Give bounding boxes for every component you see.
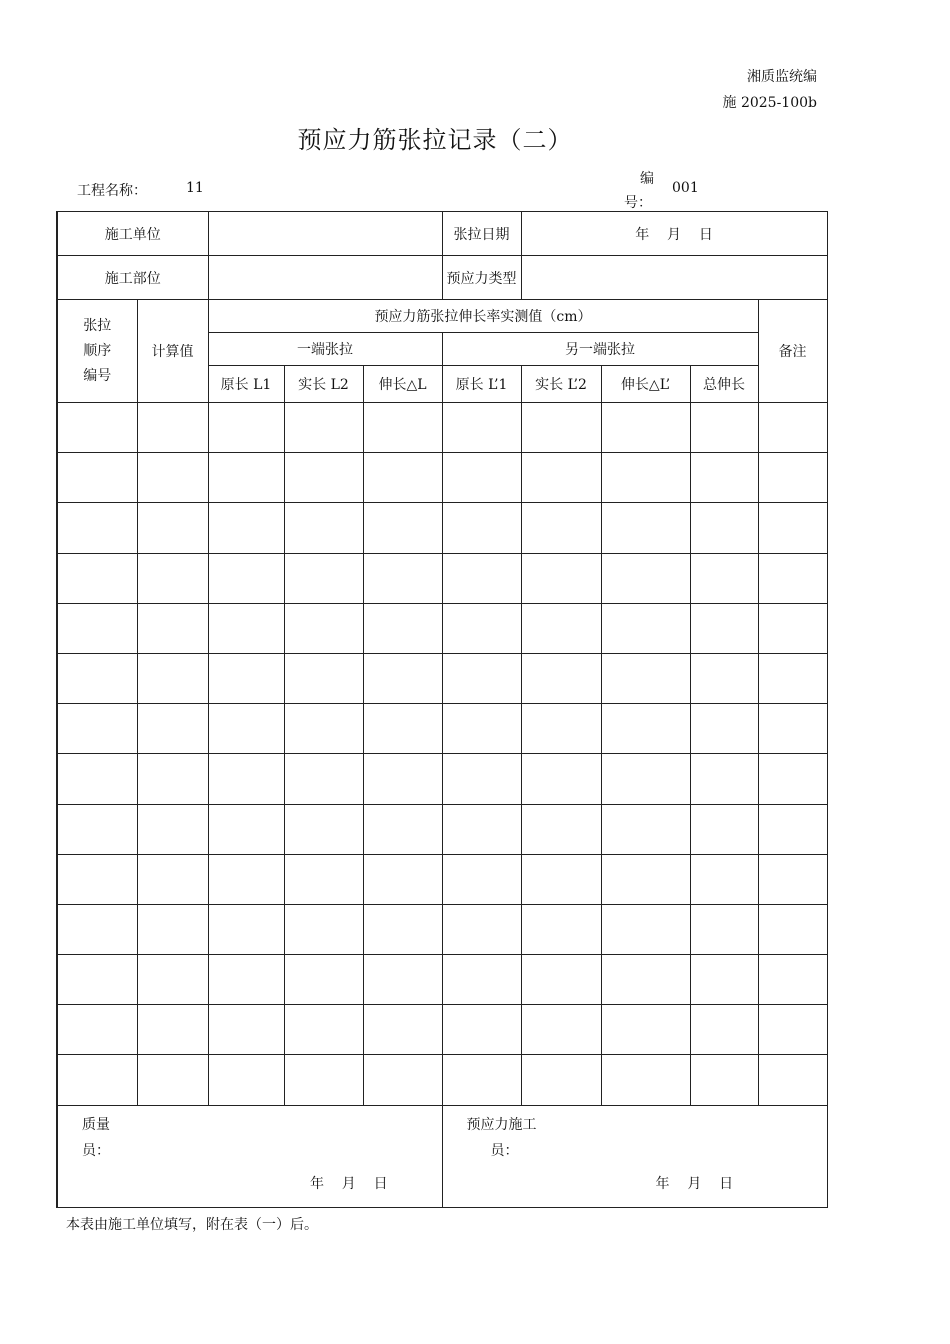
table-cell[interactable] bbox=[442, 453, 521, 503]
table-cell[interactable] bbox=[57, 955, 137, 1005]
prestress-worker-label-line2: 员： bbox=[490, 1142, 519, 1159]
construction-part-value[interactable] bbox=[208, 256, 442, 300]
table-row bbox=[57, 503, 827, 553]
table-cell[interactable] bbox=[57, 653, 137, 703]
table-cell[interactable] bbox=[363, 603, 442, 653]
table-cell[interactable] bbox=[57, 804, 137, 854]
calculated-value-header: 计算值 bbox=[137, 300, 208, 403]
table-row bbox=[57, 854, 827, 904]
table-cell[interactable] bbox=[363, 403, 442, 453]
number-value: 001 bbox=[672, 180, 699, 196]
other-end-tension-header: 另一端张拉 bbox=[442, 333, 758, 366]
table-cell[interactable] bbox=[363, 854, 442, 904]
table-cell[interactable] bbox=[521, 653, 601, 703]
table-cell[interactable] bbox=[363, 955, 442, 1005]
table-cell[interactable] bbox=[57, 503, 137, 553]
sequence-header-line3: 编号 bbox=[83, 367, 112, 384]
table-cell[interactable] bbox=[363, 754, 442, 804]
table-cell[interactable] bbox=[363, 704, 442, 754]
construction-unit-label: 施工单位 bbox=[57, 212, 208, 256]
table-cell[interactable] bbox=[208, 403, 284, 453]
table-row bbox=[57, 1055, 827, 1105]
table-cell[interactable] bbox=[690, 453, 758, 503]
table-cell[interactable] bbox=[601, 704, 690, 754]
table-cell[interactable] bbox=[690, 754, 758, 804]
table-cell[interactable] bbox=[601, 503, 690, 553]
table-cell[interactable] bbox=[442, 603, 521, 653]
construction-part-label: 施工部位 bbox=[57, 256, 208, 300]
table-cell[interactable] bbox=[208, 854, 284, 904]
table-cell[interactable] bbox=[363, 1055, 442, 1105]
table-cell[interactable] bbox=[601, 1005, 690, 1055]
sub-header-original-length-l1-prime: 原长 L’1 bbox=[442, 366, 521, 403]
table-cell[interactable] bbox=[284, 854, 363, 904]
table-cell[interactable] bbox=[284, 603, 363, 653]
table-cell[interactable] bbox=[442, 1055, 521, 1105]
number-label-bottom: 号： bbox=[624, 195, 652, 211]
table-row bbox=[57, 653, 827, 703]
table-row bbox=[57, 603, 827, 653]
table-cell[interactable] bbox=[690, 553, 758, 603]
table-cell[interactable] bbox=[521, 1005, 601, 1055]
table-cell[interactable] bbox=[284, 453, 363, 503]
table-cell[interactable] bbox=[690, 503, 758, 553]
table-cell[interactable] bbox=[758, 804, 827, 854]
table-cell[interactable] bbox=[363, 653, 442, 703]
sub-header-actual-length-l2-prime: 实长 L’2 bbox=[521, 366, 601, 403]
table-cell[interactable] bbox=[442, 904, 521, 954]
table-cell[interactable] bbox=[208, 553, 284, 603]
table-cell[interactable] bbox=[521, 453, 601, 503]
table-cell[interactable] bbox=[690, 804, 758, 854]
table-cell[interactable] bbox=[601, 754, 690, 804]
table-cell[interactable] bbox=[521, 1055, 601, 1105]
table-cell[interactable] bbox=[690, 904, 758, 954]
project-name-label: 工程名称： bbox=[77, 183, 147, 199]
table-cell[interactable] bbox=[601, 453, 690, 503]
table-cell[interactable] bbox=[521, 955, 601, 1005]
table-cell[interactable] bbox=[208, 754, 284, 804]
table-cell[interactable] bbox=[601, 854, 690, 904]
sub-header-elongation-dl: 伸长△L bbox=[363, 366, 442, 403]
table-cell[interactable] bbox=[758, 904, 827, 954]
table-cell[interactable] bbox=[758, 955, 827, 1005]
table-cell[interactable] bbox=[758, 653, 827, 703]
table-cell[interactable] bbox=[137, 653, 208, 703]
table-cell[interactable] bbox=[690, 653, 758, 703]
table-cell[interactable] bbox=[137, 955, 208, 1005]
table-cell[interactable] bbox=[442, 704, 521, 754]
table-cell[interactable] bbox=[208, 453, 284, 503]
form-code-line1: 湘质监统编 bbox=[747, 69, 817, 85]
quality-inspector-label-line1: 质量 bbox=[82, 1116, 110, 1133]
table-row bbox=[57, 904, 827, 954]
table-cell[interactable] bbox=[521, 804, 601, 854]
table-cell[interactable] bbox=[208, 653, 284, 703]
table-cell[interactable] bbox=[284, 553, 363, 603]
table-cell[interactable] bbox=[690, 955, 758, 1005]
table-cell[interactable] bbox=[137, 503, 208, 553]
table-cell[interactable] bbox=[57, 904, 137, 954]
table-cell[interactable] bbox=[758, 1055, 827, 1105]
table-cell[interactable] bbox=[284, 754, 363, 804]
table-cell[interactable] bbox=[601, 955, 690, 1005]
table-cell[interactable] bbox=[442, 403, 521, 453]
table-cell[interactable] bbox=[758, 453, 827, 503]
table-cell[interactable] bbox=[57, 603, 137, 653]
table-cell[interactable] bbox=[690, 1005, 758, 1055]
table-cell[interactable] bbox=[690, 403, 758, 453]
table-cell[interactable] bbox=[208, 955, 284, 1005]
table-cell[interactable] bbox=[521, 603, 601, 653]
table-cell[interactable] bbox=[208, 804, 284, 854]
construction-unit-value[interactable] bbox=[208, 212, 442, 256]
prestress-worker-label-line1: 预应力施工 bbox=[466, 1116, 537, 1133]
remarks-header: 备注 bbox=[758, 300, 827, 403]
sub-header-actual-length-l2: 实长 L2 bbox=[284, 366, 363, 403]
table-cell[interactable] bbox=[284, 503, 363, 553]
elongation-group-header: 预应力筋张拉伸长率实测值（cm） bbox=[208, 300, 758, 333]
table-cell[interactable] bbox=[442, 854, 521, 904]
table-cell[interactable] bbox=[521, 403, 601, 453]
table-row bbox=[57, 804, 827, 854]
table-cell[interactable] bbox=[284, 653, 363, 703]
table-cell[interactable] bbox=[442, 653, 521, 703]
table-cell[interactable] bbox=[758, 403, 827, 453]
table-cell[interactable] bbox=[137, 1055, 208, 1105]
table-cell[interactable] bbox=[137, 904, 208, 954]
table-row bbox=[57, 453, 827, 503]
table-cell[interactable] bbox=[284, 904, 363, 954]
table-row bbox=[57, 704, 827, 754]
table-cell[interactable] bbox=[758, 1005, 827, 1055]
quality-inspector-label-line2: 员： bbox=[82, 1142, 110, 1159]
table-cell[interactable] bbox=[601, 904, 690, 954]
tension-date-value[interactable]: 年 月 日 bbox=[521, 212, 827, 256]
table-cell[interactable] bbox=[601, 804, 690, 854]
table-row bbox=[57, 553, 827, 603]
table-cell[interactable] bbox=[442, 804, 521, 854]
table-row bbox=[57, 1005, 827, 1055]
sub-header-elongation-dl-prime: 伸长△L’ bbox=[601, 366, 690, 403]
table-cell[interactable] bbox=[57, 403, 137, 453]
project-name-value: 11 bbox=[186, 180, 204, 196]
table-cell[interactable] bbox=[208, 1005, 284, 1055]
prestress-worker-signature-cell[interactable] bbox=[442, 1105, 827, 1207]
table-cell[interactable] bbox=[137, 603, 208, 653]
table-cell[interactable] bbox=[521, 503, 601, 553]
table-cell[interactable] bbox=[521, 553, 601, 603]
table-cell[interactable] bbox=[137, 453, 208, 503]
table-cell[interactable] bbox=[690, 854, 758, 904]
table-cell[interactable] bbox=[137, 754, 208, 804]
table-row bbox=[57, 955, 827, 1005]
form-code-line2: 施 2025-100b bbox=[722, 95, 817, 111]
table-cell[interactable] bbox=[521, 754, 601, 804]
table-cell[interactable] bbox=[284, 1005, 363, 1055]
prestress-worker-date: 年 月 日 bbox=[655, 1175, 734, 1192]
table-cell[interactable] bbox=[57, 453, 137, 503]
number-label-top: 编 bbox=[640, 171, 654, 187]
page-title: 预应力筋张拉记录（二） bbox=[297, 126, 573, 154]
table-cell[interactable] bbox=[442, 754, 521, 804]
table-cell[interactable] bbox=[601, 653, 690, 703]
table-cell[interactable] bbox=[363, 1005, 442, 1055]
table-cell[interactable] bbox=[284, 804, 363, 854]
sub-header-total-elongation: 总伸长 bbox=[690, 366, 758, 403]
table-cell[interactable] bbox=[601, 403, 690, 453]
table-cell[interactable] bbox=[208, 904, 284, 954]
table-cell[interactable] bbox=[137, 1005, 208, 1055]
table-cell[interactable] bbox=[690, 603, 758, 653]
table-cell[interactable] bbox=[208, 603, 284, 653]
table-cell[interactable] bbox=[57, 754, 137, 804]
table-cell[interactable] bbox=[601, 553, 690, 603]
table-cell[interactable] bbox=[284, 1055, 363, 1105]
table-cell[interactable] bbox=[758, 754, 827, 804]
table-cell[interactable] bbox=[601, 1055, 690, 1105]
table-cell[interactable] bbox=[208, 704, 284, 754]
table-cell[interactable] bbox=[758, 503, 827, 553]
table-cell[interactable] bbox=[758, 704, 827, 754]
footnote: 本表由施工单位填写，附在表（一）后。 bbox=[66, 1217, 318, 1233]
table-cell[interactable] bbox=[363, 553, 442, 603]
table-cell[interactable] bbox=[57, 553, 137, 603]
quality-inspector-signature-cell[interactable] bbox=[57, 1105, 442, 1207]
table-cell[interactable] bbox=[57, 1005, 137, 1055]
quality-inspector-date: 年 月 日 bbox=[310, 1175, 388, 1192]
table-cell[interactable] bbox=[521, 854, 601, 904]
table-cell[interactable] bbox=[601, 603, 690, 653]
table-cell[interactable] bbox=[137, 854, 208, 904]
table-cell[interactable] bbox=[284, 955, 363, 1005]
tension-record-table bbox=[56, 211, 828, 1208]
table-cell[interactable] bbox=[284, 704, 363, 754]
table-cell[interactable] bbox=[442, 1005, 521, 1055]
table-cell[interactable] bbox=[137, 553, 208, 603]
table-cell[interactable] bbox=[363, 453, 442, 503]
table-cell[interactable] bbox=[208, 503, 284, 553]
table-cell[interactable] bbox=[758, 603, 827, 653]
table-cell[interactable] bbox=[521, 904, 601, 954]
table-cell[interactable] bbox=[363, 804, 442, 854]
prestress-type-label: 预应力类型 bbox=[442, 256, 521, 300]
sequence-header-line1: 张拉 bbox=[83, 317, 112, 334]
table-cell[interactable] bbox=[442, 553, 521, 603]
table-cell[interactable] bbox=[137, 704, 208, 754]
table-cell[interactable] bbox=[690, 1055, 758, 1105]
sequence-header-line2: 顺序 bbox=[83, 342, 112, 359]
table-cell[interactable] bbox=[521, 704, 601, 754]
sequence-number-header bbox=[57, 300, 137, 403]
table-cell[interactable] bbox=[57, 1055, 137, 1105]
table-cell[interactable] bbox=[137, 403, 208, 453]
one-end-tension-header: 一端张拉 bbox=[208, 333, 442, 366]
table-cell[interactable] bbox=[690, 704, 758, 754]
prestress-type-value[interactable] bbox=[521, 256, 827, 300]
sub-header-original-length-l1: 原长 L1 bbox=[208, 366, 284, 403]
table-row bbox=[57, 754, 827, 804]
table-cell[interactable] bbox=[363, 904, 442, 954]
table-cell[interactable] bbox=[57, 854, 137, 904]
table-cell[interactable] bbox=[758, 553, 827, 603]
tension-date-label: 张拉日期 bbox=[442, 212, 521, 256]
table-cell[interactable] bbox=[758, 854, 827, 904]
table-cell[interactable] bbox=[442, 955, 521, 1005]
table-cell[interactable] bbox=[57, 704, 137, 754]
table-cell[interactable] bbox=[208, 1055, 284, 1105]
table-row bbox=[57, 403, 827, 453]
table-cell[interactable] bbox=[284, 403, 363, 453]
table-cell[interactable] bbox=[137, 804, 208, 854]
table-cell[interactable] bbox=[442, 503, 521, 553]
table-cell[interactable] bbox=[363, 503, 442, 553]
